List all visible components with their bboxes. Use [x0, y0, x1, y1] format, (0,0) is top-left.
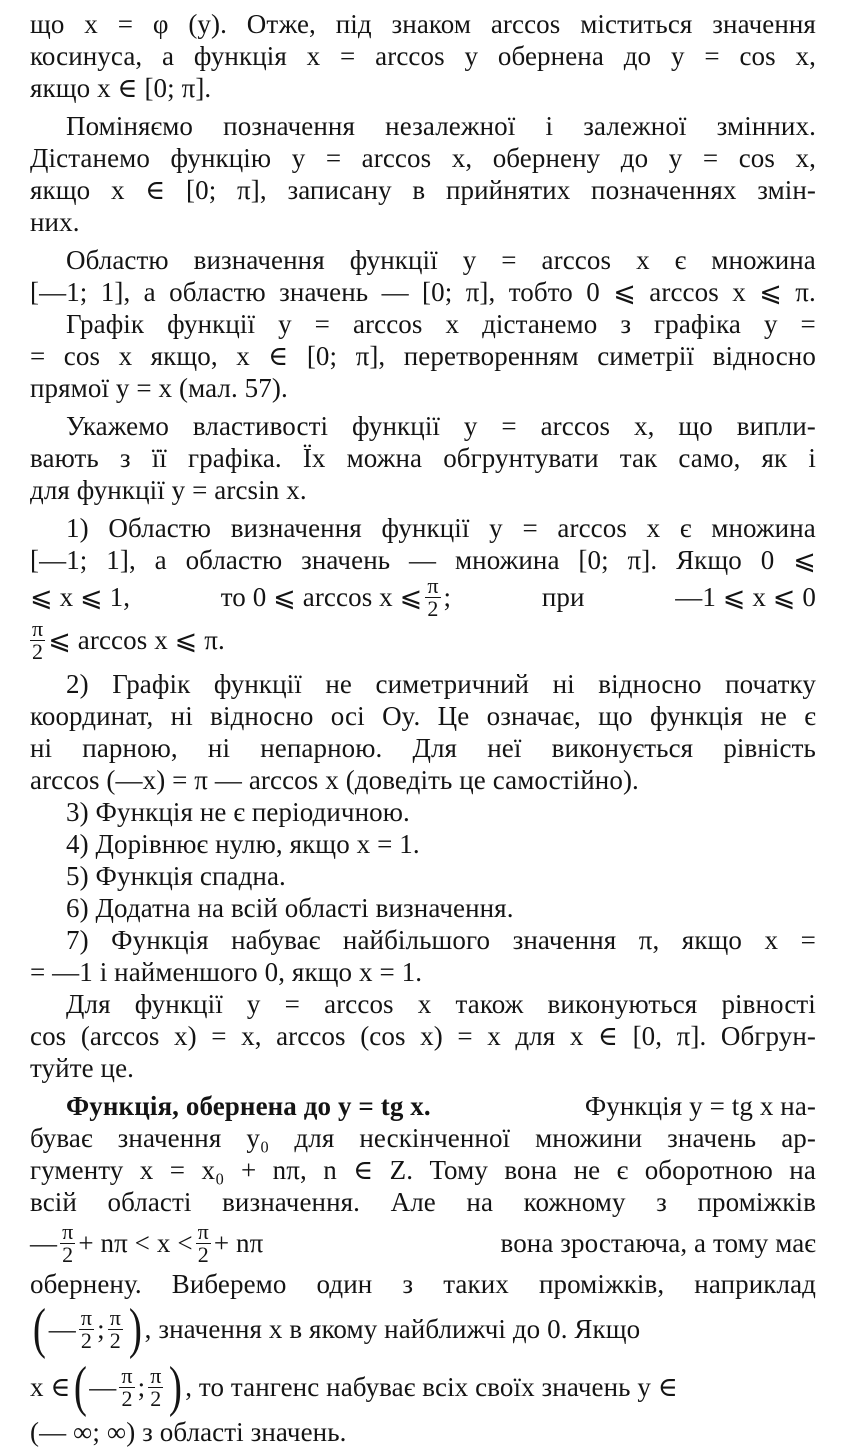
- fraction: [79, 1304, 94, 1353]
- text-line: Укажемо властивості функції y = arccos x, що випли-: [66, 411, 816, 441]
- fraction-denominator: 2: [80, 1327, 93, 1353]
- text-line: Поміняємо позначення незалежної і залежної змінних.: [66, 111, 816, 141]
- fraction: [30, 615, 45, 664]
- fraction-numerator: π: [427, 572, 439, 598]
- text-line: Графік функції y = arccos x дістанемо з графіка y =: [66, 309, 816, 339]
- formula-part: , значення x в якому найближчі до 0. Якщо: [144, 1314, 641, 1344]
- formula-part: ;: [443, 582, 452, 612]
- formula-line: [30, 1358, 816, 1416]
- fraction: [196, 1218, 211, 1267]
- property-list: [30, 796, 816, 956]
- fraction: [60, 1218, 75, 1267]
- formula-line: [30, 572, 816, 621]
- fraction-numerator: π: [197, 1218, 209, 1244]
- property-7-cont: [30, 956, 816, 988]
- formula-line: [30, 615, 816, 664]
- fraction: [119, 1362, 134, 1411]
- paragraph-3: [30, 244, 816, 276]
- formula-part: —: [30, 1228, 58, 1258]
- text-line: Областю визначення функції y = arccos x є множина: [66, 245, 816, 275]
- text-line: якщо x ∈ [0; π], записану в прийнятих позначеннях змін-: [30, 175, 816, 205]
- fraction: [108, 1304, 123, 1353]
- formula-line: [30, 1218, 816, 1268]
- text-line: них.: [30, 207, 80, 237]
- text-line: 2) Графік функції не симетричний ні відносно початку: [66, 669, 816, 699]
- text-line: 1) Областю визначення функції y = arccos x є множина: [66, 513, 816, 543]
- formula-part: то 0 ⩽ arccos x ⩽: [220, 582, 423, 612]
- formula-part: x ∈: [30, 1372, 71, 1402]
- text-line: прямої y = x (мал. 57).: [30, 373, 288, 403]
- fraction-denominator: 2: [197, 1241, 209, 1267]
- text-line: гументу x = x₀ + nπ, n ∈ Z. Тому вона не є оборотною на: [30, 1155, 816, 1185]
- fraction-numerator: π: [109, 1304, 121, 1330]
- fraction-denominator: 2: [121, 1385, 133, 1411]
- paragraph-3-cont: [30, 276, 816, 308]
- list-item: 4) Дорівнює нулю, якщо x = 1.: [66, 829, 420, 859]
- text-line: всій області визначення. Але на кожному з проміжків: [30, 1187, 816, 1217]
- text-line: обернену. Виберемо один з таких проміжків, наприклад: [30, 1269, 816, 1299]
- list-item: 6) Додатна на всій області визначення.: [66, 893, 514, 923]
- list-item: 5) Функція спадна.: [66, 861, 286, 891]
- text-line: [—1; 1], а областю значень — [0; π], тобто 0 ⩽ arccos x ⩽ π.: [30, 277, 816, 307]
- fraction: [425, 572, 440, 621]
- paragraph-1: [30, 8, 816, 104]
- paragraph-5-cont: [30, 442, 816, 506]
- text-span: Функція y = tg x на-: [584, 1091, 816, 1121]
- text-line: Для функції y = arccos x також виконуються рівності: [66, 989, 816, 1019]
- text-line: буває значення y₀ для нескінченної множини значень ар-: [30, 1123, 816, 1153]
- text-line: [—1; 1], а областю значень — множина [0; π]. Якщо 0 ⩽: [30, 545, 816, 575]
- formula-part: , то тангенс набуває всіх своїх значень y ∈: [185, 1372, 678, 1402]
- fraction-numerator: π: [150, 1362, 162, 1388]
- formula-part: —: [89, 1372, 117, 1402]
- formula-part: при: [541, 582, 585, 612]
- text-line: (— ∞; ∞) з області значень.: [30, 1417, 347, 1447]
- fraction-denominator: 2: [32, 638, 44, 664]
- formula-part: —1 ⩽ x ⩽ 0: [675, 582, 816, 612]
- fraction-numerator: π: [80, 1304, 93, 1330]
- text-line: якщо x ∈ [0; π].: [30, 73, 212, 103]
- fraction-denominator: 2: [62, 1241, 74, 1267]
- fraction-denominator: 2: [109, 1327, 121, 1353]
- formula-part: —: [48, 1314, 76, 1344]
- property-2: [30, 668, 816, 700]
- paragraph-2-cont: [30, 142, 816, 238]
- list-item: 7) Функція набуває найбільшого значення π, якщо x =: [66, 925, 816, 955]
- text-line: = cos x якщо, x ∈ [0; π], перетворенням симетрії відносно: [30, 341, 816, 371]
- formula-part: + nπ < x <: [78, 1228, 193, 1258]
- text-line: туйте це.: [30, 1053, 135, 1083]
- text-line: ні парною, ні непарною. Для неї виконується рівність: [30, 733, 816, 763]
- formula-part: (: [32, 1298, 46, 1360]
- section-tg: [30, 1090, 816, 1122]
- formula-part: (: [73, 1356, 87, 1418]
- text-line: що x = φ (y). Отже, під знаком arccos міститься значення: [30, 9, 816, 39]
- property-1: [30, 512, 816, 544]
- formula-line: [30, 1300, 816, 1358]
- formula-part: + nπ: [213, 1228, 264, 1258]
- paragraph-5: [30, 410, 816, 442]
- text-line: косинуса, а функція x = arccos y обернена до y = cos x,: [30, 41, 816, 71]
- formula-part: ): [128, 1298, 142, 1360]
- fraction-numerator: π: [32, 615, 44, 641]
- fraction-numerator: π: [121, 1362, 133, 1388]
- text-line: координат, ні відносно осі Oy. Це означає, що функція не є: [30, 701, 816, 731]
- list-item: 3) Функція не є періодичною.: [66, 797, 410, 827]
- paragraph-8-cont: [30, 1020, 816, 1084]
- formula-part: ;: [97, 1314, 105, 1344]
- formula-part: ⩽ x ⩽ 1,: [30, 582, 131, 612]
- formula-part: вона зростаюча, а тому має: [500, 1228, 816, 1258]
- text-line: cos (arccos x) = x, arccos (cos x) = x для x ∈ [0, π]. Обгрун-: [30, 1021, 816, 1051]
- text-line: вають з її графіка. Їх можна обгрунтувати так само, як і: [30, 443, 816, 473]
- formula-part: ): [169, 1356, 183, 1418]
- property-1-cont: [30, 544, 816, 662]
- section-tg-cont: [30, 1122, 816, 1448]
- fraction-denominator: 2: [427, 595, 439, 621]
- formula-part: ⩽ arccos x ⩽ π.: [48, 625, 225, 655]
- text-line: для функції y = arcsin x.: [30, 475, 307, 505]
- paragraph-4: [30, 308, 816, 340]
- section-heading: Функція, обернена до y = tg x.: [66, 1091, 431, 1121]
- property-2-cont: [30, 700, 816, 796]
- text-line: = —1 і найменшого 0, якщо x = 1.: [30, 957, 423, 987]
- text-line: arccos (—x) = π — arccos x (доведіть це самостійно).: [30, 765, 639, 795]
- text-line: [66, 1090, 816, 1122]
- formula-part: ;: [137, 1372, 146, 1402]
- text-line: Дістанемо функцію y = arccos x, обернену до y = cos x,: [30, 143, 816, 173]
- paragraph-4-cont: [30, 340, 816, 404]
- fraction-numerator: π: [62, 1218, 74, 1244]
- fraction: [148, 1362, 163, 1411]
- paragraph-8: [30, 988, 816, 1020]
- fraction-denominator: 2: [150, 1385, 162, 1411]
- paragraph-2: [30, 110, 816, 142]
